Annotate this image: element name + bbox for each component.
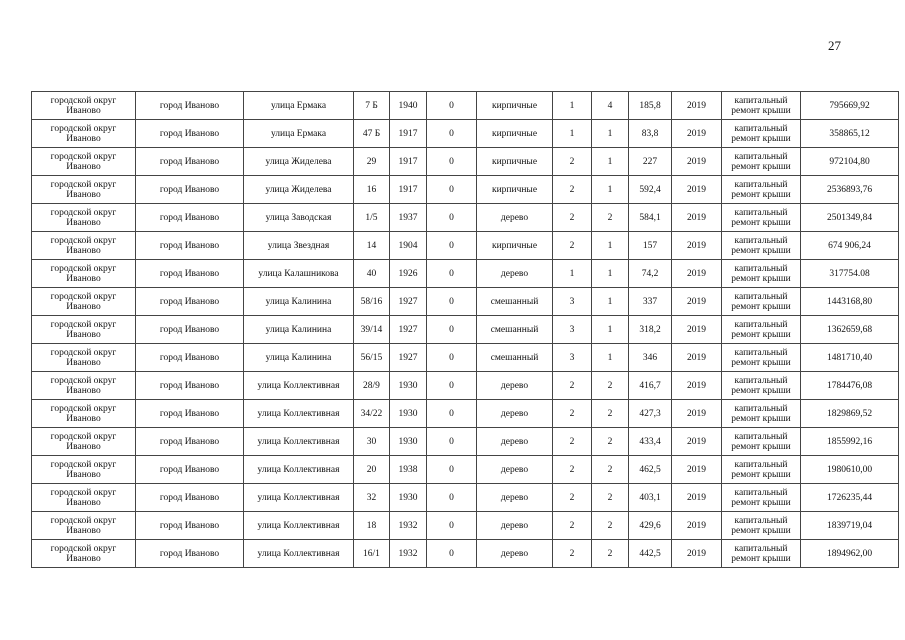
table-row (32, 120, 899, 148)
year-cell: 2019 (672, 456, 722, 484)
cost-cell: 1443168,80 (801, 288, 899, 316)
year-cell: 2019 (672, 400, 722, 428)
house-number-cell: 16 (354, 176, 390, 204)
cost-cell: 1855992,16 (801, 428, 899, 456)
zero-cell: 0 (427, 456, 477, 484)
wall-material-cell: дерево (477, 428, 553, 456)
wall-material-cell: смешанный (477, 316, 553, 344)
house-number-cell: 32 (354, 484, 390, 512)
floors-cell: 2 (553, 484, 592, 512)
entrances-cell: 1 (592, 120, 629, 148)
floors-cell: 3 (553, 344, 592, 372)
wall-material-cell: смешанный (477, 288, 553, 316)
zero-cell: 0 (427, 344, 477, 372)
floors-cell: 2 (553, 176, 592, 204)
year-built-cell: 1930 (390, 484, 427, 512)
work-type-cell: капитальный ремонт крыши (722, 316, 801, 344)
house-number-cell: 18 (354, 512, 390, 540)
street-cell: улица Коллективная (244, 428, 354, 456)
house-number-cell: 1/5 (354, 204, 390, 232)
entrances-cell: 2 (592, 484, 629, 512)
year-cell: 2019 (672, 484, 722, 512)
city-cell: город Иваново (136, 428, 244, 456)
year-cell: 2019 (672, 232, 722, 260)
wall-material-cell: дерево (477, 400, 553, 428)
city-cell: город Иваново (136, 288, 244, 316)
floors-cell: 2 (553, 372, 592, 400)
area-cell: 318,2 (629, 316, 672, 344)
cost-cell: 1894962,00 (801, 540, 899, 568)
house-number-cell: 47 Б (354, 120, 390, 148)
house-number-cell: 34/22 (354, 400, 390, 428)
house-number-cell: 16/1 (354, 540, 390, 568)
table-row (32, 372, 899, 400)
city-cell: город Иваново (136, 484, 244, 512)
city-cell: город Иваново (136, 372, 244, 400)
house-number-cell: 39/14 (354, 316, 390, 344)
wall-material-cell: дерево (477, 372, 553, 400)
year-built-cell: 1904 (390, 232, 427, 260)
zero-cell: 0 (427, 232, 477, 260)
table-row (32, 400, 899, 428)
municipality-cell: городской округ Иваново (32, 372, 136, 400)
wall-material-cell: смешанный (477, 344, 553, 372)
year-built-cell: 1917 (390, 148, 427, 176)
zero-cell: 0 (427, 400, 477, 428)
year-cell: 2019 (672, 204, 722, 232)
year-built-cell: 1930 (390, 428, 427, 456)
city-cell: город Иваново (136, 120, 244, 148)
year-built-cell: 1940 (390, 92, 427, 120)
municipality-cell: городской округ Иваново (32, 316, 136, 344)
work-type-cell: капитальный ремонт крыши (722, 204, 801, 232)
area-cell: 346 (629, 344, 672, 372)
municipality-cell: городской округ Иваново (32, 176, 136, 204)
area-cell: 592,4 (629, 176, 672, 204)
year-built-cell: 1932 (390, 512, 427, 540)
entrances-cell: 1 (592, 260, 629, 288)
area-cell: 462,5 (629, 456, 672, 484)
cost-cell: 1829869,52 (801, 400, 899, 428)
table-row (32, 512, 899, 540)
year-cell: 2019 (672, 344, 722, 372)
zero-cell: 0 (427, 92, 477, 120)
municipality-cell: городской округ Иваново (32, 148, 136, 176)
cost-cell: 1481710,40 (801, 344, 899, 372)
zero-cell: 0 (427, 316, 477, 344)
floors-cell: 1 (553, 120, 592, 148)
work-type-cell: капитальный ремонт крыши (722, 372, 801, 400)
work-type-cell: капитальный ремонт крыши (722, 428, 801, 456)
year-built-cell: 1917 (390, 120, 427, 148)
street-cell: улица Коллективная (244, 372, 354, 400)
entrances-cell: 4 (592, 92, 629, 120)
cost-cell: 2501349,84 (801, 204, 899, 232)
entrances-cell: 1 (592, 176, 629, 204)
zero-cell: 0 (427, 428, 477, 456)
table-row (32, 260, 899, 288)
year-built-cell: 1937 (390, 204, 427, 232)
entrances-cell: 1 (592, 344, 629, 372)
work-type-cell: капитальный ремонт крыши (722, 260, 801, 288)
city-cell: город Иваново (136, 540, 244, 568)
floors-cell: 3 (553, 288, 592, 316)
work-type-cell: капитальный ремонт крыши (722, 484, 801, 512)
municipality-cell: городской округ Иваново (32, 400, 136, 428)
wall-material-cell: кирпичные (477, 148, 553, 176)
house-number-cell: 20 (354, 456, 390, 484)
wall-material-cell: дерево (477, 484, 553, 512)
cost-cell: 1784476,08 (801, 372, 899, 400)
cost-cell: 2536893,76 (801, 176, 899, 204)
street-cell: улица Ермака (244, 120, 354, 148)
entrances-cell: 2 (592, 372, 629, 400)
entrances-cell: 1 (592, 148, 629, 176)
street-cell: улица Заводская (244, 204, 354, 232)
area-cell: 427,3 (629, 400, 672, 428)
street-cell: улица Коллективная (244, 512, 354, 540)
city-cell: город Иваново (136, 344, 244, 372)
municipality-cell: городской округ Иваново (32, 540, 136, 568)
zero-cell: 0 (427, 372, 477, 400)
city-cell: город Иваново (136, 260, 244, 288)
year-cell: 2019 (672, 372, 722, 400)
area-cell: 83,8 (629, 120, 672, 148)
zero-cell: 0 (427, 512, 477, 540)
work-type-cell: капитальный ремонт крыши (722, 92, 801, 120)
municipality-cell: городской округ Иваново (32, 512, 136, 540)
city-cell: город Иваново (136, 316, 244, 344)
zero-cell: 0 (427, 540, 477, 568)
table-row (32, 344, 899, 372)
municipality-cell: городской округ Иваново (32, 484, 136, 512)
year-built-cell: 1926 (390, 260, 427, 288)
floors-cell: 1 (553, 92, 592, 120)
house-number-cell: 40 (354, 260, 390, 288)
area-cell: 185,8 (629, 92, 672, 120)
entrances-cell: 2 (592, 204, 629, 232)
floors-cell: 1 (553, 260, 592, 288)
year-built-cell: 1930 (390, 372, 427, 400)
area-cell: 433,4 (629, 428, 672, 456)
area-cell: 157 (629, 232, 672, 260)
cost-cell: 1839719,04 (801, 512, 899, 540)
year-built-cell: 1932 (390, 540, 427, 568)
municipality-cell: городской округ Иваново (32, 120, 136, 148)
wall-material-cell: кирпичные (477, 92, 553, 120)
zero-cell: 0 (427, 288, 477, 316)
zero-cell: 0 (427, 260, 477, 288)
year-cell: 2019 (672, 260, 722, 288)
year-cell: 2019 (672, 92, 722, 120)
table-row (32, 148, 899, 176)
cost-cell: 1980610,00 (801, 456, 899, 484)
entrances-cell: 2 (592, 512, 629, 540)
city-cell: город Иваново (136, 204, 244, 232)
house-number-cell: 29 (354, 148, 390, 176)
street-cell: улица Жиделева (244, 148, 354, 176)
table-row (32, 232, 899, 260)
year-cell: 2019 (672, 428, 722, 456)
year-cell: 2019 (672, 540, 722, 568)
city-cell: город Иваново (136, 232, 244, 260)
table-row (32, 428, 899, 456)
municipality-cell: городской округ Иваново (32, 456, 136, 484)
floors-cell: 2 (553, 400, 592, 428)
work-type-cell: капитальный ремонт крыши (722, 344, 801, 372)
year-built-cell: 1927 (390, 288, 427, 316)
house-number-cell: 14 (354, 232, 390, 260)
cost-cell: 795669,92 (801, 92, 899, 120)
table-row (32, 176, 899, 204)
work-type-cell: капитальный ремонт крыши (722, 148, 801, 176)
cost-cell: 1726235,44 (801, 484, 899, 512)
work-type-cell: капитальный ремонт крыши (722, 400, 801, 428)
year-cell: 2019 (672, 176, 722, 204)
entrances-cell: 1 (592, 232, 629, 260)
table-row (32, 484, 899, 512)
zero-cell: 0 (427, 176, 477, 204)
work-type-cell: капитальный ремонт крыши (722, 288, 801, 316)
table-row (32, 92, 899, 120)
wall-material-cell: дерево (477, 456, 553, 484)
page-number: 27 (828, 38, 841, 53)
year-cell: 2019 (672, 120, 722, 148)
floors-cell: 2 (553, 148, 592, 176)
work-type-cell: капитальный ремонт крыши (722, 456, 801, 484)
house-number-cell: 56/15 (354, 344, 390, 372)
house-number-cell: 28/9 (354, 372, 390, 400)
city-cell: город Иваново (136, 92, 244, 120)
floors-cell: 2 (553, 456, 592, 484)
year-cell: 2019 (672, 512, 722, 540)
street-cell: улица Звездная (244, 232, 354, 260)
year-built-cell: 1917 (390, 176, 427, 204)
entrances-cell: 2 (592, 456, 629, 484)
year-built-cell: 1927 (390, 316, 427, 344)
entrances-cell: 2 (592, 540, 629, 568)
year-built-cell: 1938 (390, 456, 427, 484)
work-type-cell: капитальный ремонт крыши (722, 540, 801, 568)
entrances-cell: 1 (592, 288, 629, 316)
street-cell: улица Коллективная (244, 540, 354, 568)
table-row (32, 456, 899, 484)
municipality-cell: городской округ Иваново (32, 260, 136, 288)
work-type-cell: капитальный ремонт крыши (722, 232, 801, 260)
cost-cell: 972104,80 (801, 148, 899, 176)
table-row (32, 316, 899, 344)
street-cell: улица Калинина (244, 288, 354, 316)
zero-cell: 0 (427, 120, 477, 148)
street-cell: улица Коллективная (244, 456, 354, 484)
city-cell: город Иваново (136, 400, 244, 428)
wall-material-cell: дерево (477, 204, 553, 232)
table-body (32, 92, 899, 568)
municipality-cell: городской округ Иваново (32, 92, 136, 120)
wall-material-cell: дерево (477, 512, 553, 540)
work-type-cell: капитальный ремонт крыши (722, 512, 801, 540)
street-cell: улица Коллективная (244, 400, 354, 428)
year-built-cell: 1930 (390, 400, 427, 428)
cost-cell: 317754.08 (801, 260, 899, 288)
municipality-cell: городской округ Иваново (32, 204, 136, 232)
area-cell: 403,1 (629, 484, 672, 512)
wall-material-cell: дерево (477, 540, 553, 568)
floors-cell: 2 (553, 232, 592, 260)
municipality-cell: городской округ Иваново (32, 344, 136, 372)
wall-material-cell: дерево (477, 260, 553, 288)
table-row (32, 540, 899, 568)
area-cell: 442,5 (629, 540, 672, 568)
street-cell: улица Ермака (244, 92, 354, 120)
entrances-cell: 2 (592, 428, 629, 456)
floors-cell: 2 (553, 540, 592, 568)
city-cell: город Иваново (136, 176, 244, 204)
street-cell: улица Калашникова (244, 260, 354, 288)
city-cell: город Иваново (136, 512, 244, 540)
zero-cell: 0 (427, 484, 477, 512)
house-number-cell: 7 Б (354, 92, 390, 120)
entrances-cell: 1 (592, 316, 629, 344)
area-cell: 337 (629, 288, 672, 316)
street-cell: улица Жиделева (244, 176, 354, 204)
municipality-cell: городской округ Иваново (32, 428, 136, 456)
year-cell: 2019 (672, 148, 722, 176)
year-cell: 2019 (672, 316, 722, 344)
area-cell: 74,2 (629, 260, 672, 288)
wall-material-cell: кирпичные (477, 176, 553, 204)
floors-cell: 2 (553, 512, 592, 540)
zero-cell: 0 (427, 148, 477, 176)
floors-cell: 2 (553, 204, 592, 232)
house-number-cell: 30 (354, 428, 390, 456)
house-number-cell: 58/16 (354, 288, 390, 316)
table-row (32, 288, 899, 316)
area-cell: 416,7 (629, 372, 672, 400)
table-row (32, 204, 899, 232)
municipality-cell: городской округ Иваново (32, 288, 136, 316)
housing-repair-table (31, 91, 899, 568)
cost-cell: 358865,12 (801, 120, 899, 148)
area-cell: 227 (629, 148, 672, 176)
street-cell: улица Калинина (244, 316, 354, 344)
city-cell: город Иваново (136, 148, 244, 176)
city-cell: город Иваново (136, 456, 244, 484)
area-cell: 429,6 (629, 512, 672, 540)
street-cell: улица Коллективная (244, 484, 354, 512)
cost-cell: 674 906,24 (801, 232, 899, 260)
work-type-cell: капитальный ремонт крыши (722, 120, 801, 148)
work-type-cell: капитальный ремонт крыши (722, 176, 801, 204)
wall-material-cell: кирпичные (477, 232, 553, 260)
wall-material-cell: кирпичные (477, 120, 553, 148)
year-cell: 2019 (672, 288, 722, 316)
municipality-cell: городской округ Иваново (32, 232, 136, 260)
zero-cell: 0 (427, 204, 477, 232)
floors-cell: 3 (553, 316, 592, 344)
entrances-cell: 2 (592, 400, 629, 428)
street-cell: улица Калинина (244, 344, 354, 372)
area-cell: 584,1 (629, 204, 672, 232)
year-built-cell: 1927 (390, 344, 427, 372)
floors-cell: 2 (553, 428, 592, 456)
cost-cell: 1362659,68 (801, 316, 899, 344)
